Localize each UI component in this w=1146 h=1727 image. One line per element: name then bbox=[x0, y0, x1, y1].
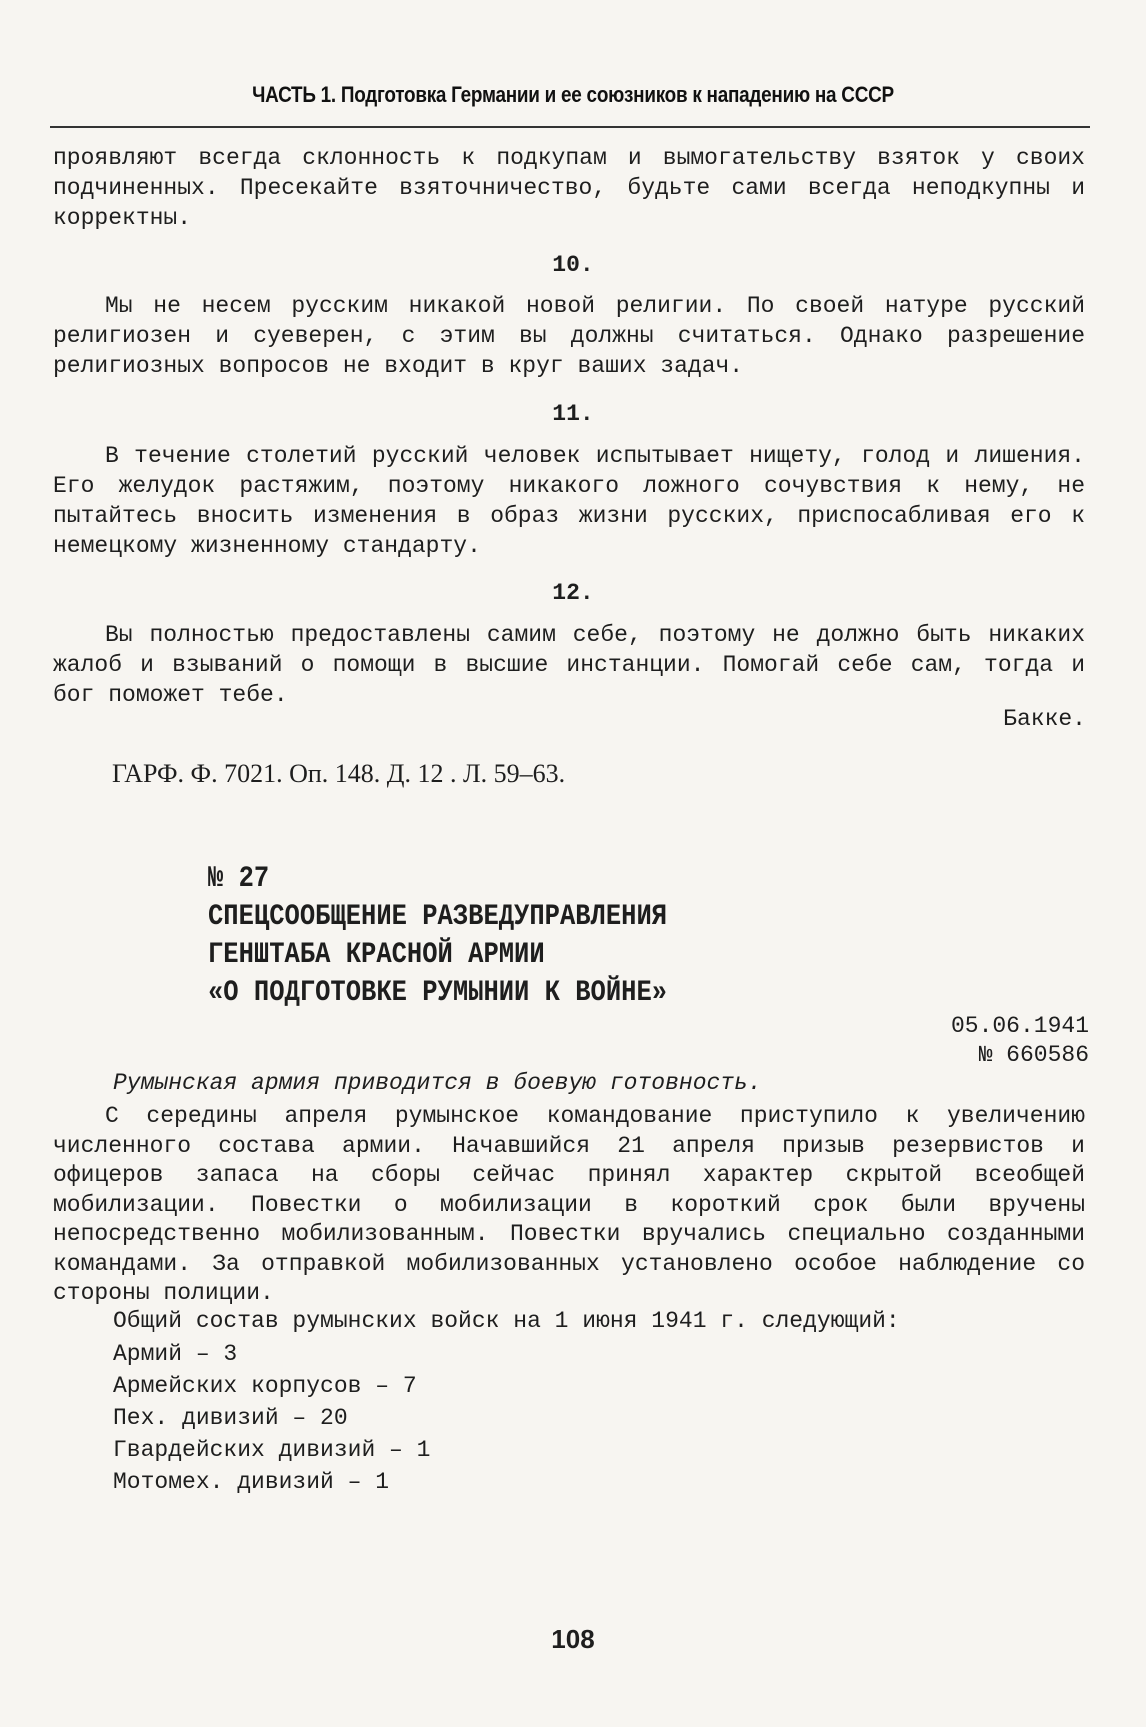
document-body: С середины апреля румынское командование приступило к увеличению численного состава армии. Начавшийся 21 апреля призыв резервистов и офицеров запаса на сборы сейчас принял характер скрытой всеобщей мобилизации. Повестки о мобилизации в короткий срок были вручены непосредственно мобилизованным. Повестки вручались специально созданными командами. За отправкой мобилизованных установлено особое наблюдение со стороны полиции. bbox=[53, 1103, 1085, 1306]
list-item: Мотомех. дивизий – 1 bbox=[113, 1469, 390, 1495]
signature: Бакке. bbox=[1003, 706, 1086, 732]
document-meta bbox=[951, 1012, 1089, 1070]
document-number: № 27 bbox=[208, 862, 270, 896]
page-number: 108 bbox=[551, 1624, 595, 1654]
document-lead: Румынская армия приводится в боевую готовность. bbox=[113, 1070, 762, 1096]
continuation-paragraph: проявляют всегда склонность к подкупам и вымогательству взяток у своих подчиненных. Пресекайте взяточничество, будьте сами всегда неподкупны и корректны. bbox=[53, 145, 1085, 231]
list-intro: Общий состав румынских войск на 1 июня 1941 г. следующий: bbox=[113, 1308, 900, 1334]
document-title-line-2: ГЕНШТАБА КРАСНОЙ АРМИИ bbox=[208, 938, 545, 972]
archive-reference: ГАРФ. Ф. 7021. Оп. 148. Д. 12 . Л. 59–63. bbox=[112, 759, 566, 788]
header-rule bbox=[50, 126, 1090, 128]
list-item: Гвардейских дивизий – 1 bbox=[113, 1437, 431, 1463]
section-12-paragraph: Вы полностью предоставлены самим себе, поэтому не должно быть никаких жалоб и взываний о помощи в высшие инстанции. Помогай себе сам, тогда и бог поможет тебе. bbox=[53, 622, 1085, 708]
running-header: ЧАСТЬ 1. Подготовка Германии и ее союзников к нападению на СССР bbox=[252, 82, 894, 107]
section-11-paragraph: В течение столетий русский человек испытывает нищету, голод и лишения. Его желудок растяжим, поэтому никакого ложного сочувствия к нему, не пытайтесь вносить изменения в образ жизни русских, приспосабливая его к немецкому жизненному стандарту. bbox=[53, 443, 1085, 559]
document-date: 05.06.1941 bbox=[950, 1013, 1089, 1039]
document-reg-number: № 660586 bbox=[978, 1042, 1089, 1068]
document-heading bbox=[208, 860, 667, 1012]
list-item: Армий – 3 bbox=[113, 1341, 238, 1367]
section-number-12: 12. bbox=[552, 580, 594, 606]
section-number-11: 11. bbox=[552, 401, 594, 427]
list-item: Армейских корпусов – 7 bbox=[113, 1373, 417, 1399]
section-10-paragraph: Мы не несем русским никакой новой религии. По своей натуре русский религиозен и суеверен, с этим вы должны считаться. Однако разрешение религиозных вопросов не входит в круг ваших задач. bbox=[53, 293, 1085, 379]
section-number-10: 10. bbox=[552, 252, 594, 278]
forces-list bbox=[113, 1338, 430, 1498]
document-title-line-1: СПЕЦСООБЩЕНИЕ РАЗВЕДУПРАВЛЕНИЯ bbox=[208, 900, 668, 934]
list-item: Пех. дивизий – 20 bbox=[113, 1405, 348, 1431]
document-title-line-3: «О ПОДГОТОВКЕ РУМЫНИИ К ВОЙНЕ» bbox=[208, 976, 668, 1010]
